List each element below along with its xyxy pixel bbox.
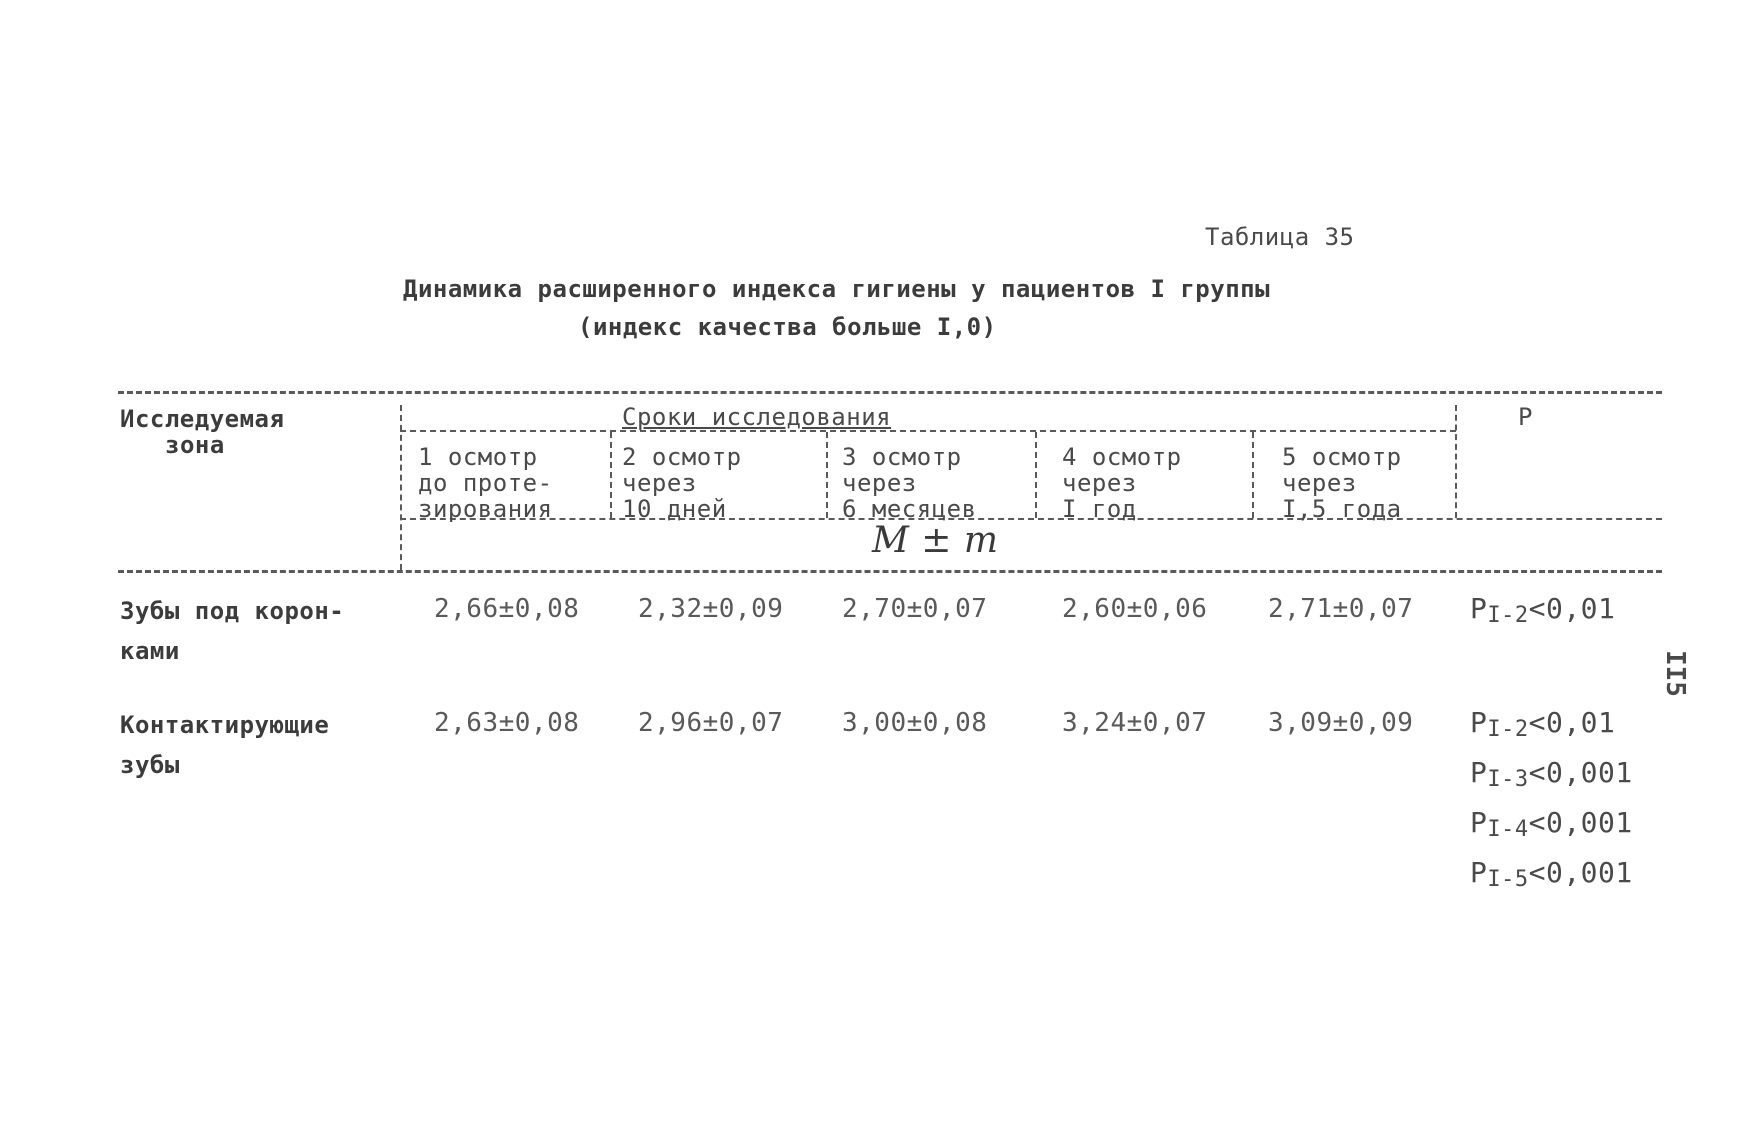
row-1-value-1: 2,66±0,08 bbox=[434, 594, 580, 624]
row-1-value-2: 2,32±0,09 bbox=[638, 594, 784, 624]
exam-1-line3: зирования bbox=[418, 495, 553, 523]
row-2-value-2: 2,96±0,07 bbox=[638, 708, 784, 738]
exam-1-line1: 1 осмотр bbox=[418, 443, 538, 471]
row-2-zone-line1: Контактирующие bbox=[120, 711, 330, 739]
exam-3-line3: 6 месяцев bbox=[842, 495, 977, 523]
row-1-value-5: 2,71±0,07 bbox=[1268, 594, 1414, 624]
row-1-zone-line1: Зубы под корон- bbox=[120, 597, 345, 625]
row-2-p-value-1: $P_{I-2}<0,01$ bbox=[1470, 706, 1616, 742]
row-2-zone-line2: зубы bbox=[120, 751, 180, 779]
exam-1-line2: до проте- bbox=[418, 469, 553, 497]
exam-3-line2: через bbox=[842, 469, 917, 497]
exam-divider-4 bbox=[1252, 432, 1254, 518]
exam-divider-2 bbox=[826, 432, 828, 518]
header-zone-line2: зона bbox=[165, 431, 225, 459]
zone-column-divider bbox=[400, 405, 402, 570]
page-number: II5 bbox=[1660, 650, 1690, 697]
table-subtitle: (индекс качества больше I,0) bbox=[578, 313, 997, 341]
row-2-value-4: 3,24±0,07 bbox=[1062, 708, 1208, 738]
exam-4-line1: 4 осмотр bbox=[1062, 443, 1182, 471]
exam-5-line2: через bbox=[1282, 469, 1357, 497]
row-1-value-4: 2,60±0,06 bbox=[1062, 594, 1208, 624]
exam-header-bottom-rule bbox=[400, 518, 1662, 520]
header-p-title: Р bbox=[1518, 403, 1533, 431]
row-2-value-1: 2,63±0,08 bbox=[434, 708, 580, 738]
row-2-value-5: 3,09±0,09 bbox=[1268, 708, 1414, 738]
exam-2-line3: 10 дней bbox=[622, 495, 727, 523]
row-2-p-value-2: $P_{I-3}<0,001$ bbox=[1470, 756, 1633, 792]
exam-4-line2: через bbox=[1062, 469, 1137, 497]
periods-subheader-rule bbox=[400, 430, 1456, 432]
exam-2-line1: 2 осмотр bbox=[622, 443, 742, 471]
row-2-p-value-4: $P_{I-5}<0,001$ bbox=[1470, 856, 1633, 892]
header-zone-line1: Исследуемая bbox=[120, 405, 285, 433]
table-top-rule bbox=[118, 391, 1662, 394]
exam-4-line3: I год bbox=[1062, 495, 1137, 523]
p-column-divider bbox=[1455, 405, 1457, 518]
exam-2-line2: через bbox=[622, 469, 697, 497]
row-1-zone-line2: ками bbox=[120, 637, 180, 665]
mean-error-label: M ± m bbox=[872, 520, 999, 561]
header-bottom-rule bbox=[118, 570, 1662, 573]
row-1-p-value-1: $P_{I-2}<0,01$ bbox=[1470, 592, 1616, 628]
exam-5-line1: 5 осмотр bbox=[1282, 443, 1402, 471]
header-periods-title: Сроки исследования bbox=[622, 403, 892, 431]
exam-5-line3: I,5 года bbox=[1282, 495, 1402, 523]
exam-divider-1 bbox=[610, 432, 612, 518]
table-label: Таблица 35 bbox=[1205, 223, 1355, 251]
row-1-value-3: 2,70±0,07 bbox=[842, 594, 988, 624]
table-title: Динамика расширенного индекса гигиены у пациентов I группы bbox=[403, 275, 1271, 303]
row-2-value-3: 3,00±0,08 bbox=[842, 708, 988, 738]
exam-3-line1: 3 осмотр bbox=[842, 443, 962, 471]
row-2-p-value-3: $P_{I-4}<0,001$ bbox=[1470, 806, 1633, 842]
exam-divider-3 bbox=[1035, 432, 1037, 518]
